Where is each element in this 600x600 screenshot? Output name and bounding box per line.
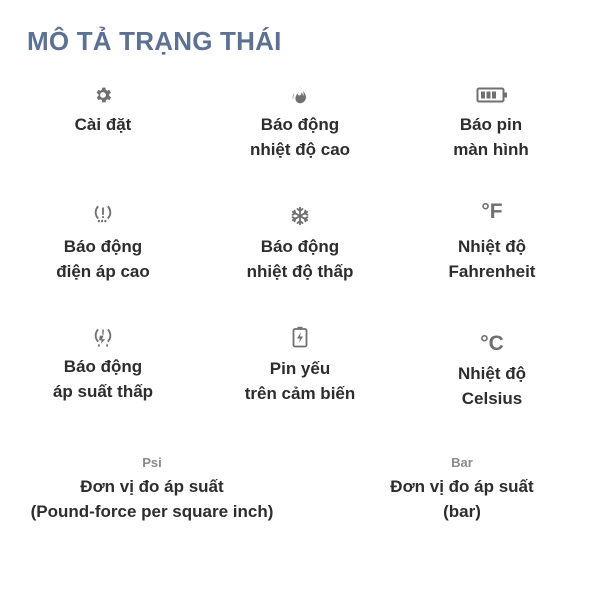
- status-item-high-temp-alarm: Báo động nhiệt độ cao: [249, 115, 351, 159]
- bar-label: Bar: [451, 455, 473, 470]
- fahrenheit-symbol: °F: [481, 200, 503, 223]
- snowflake-icon: [290, 206, 310, 226]
- status-item-low-temp-alarm: Báo động nhiệt độ thấp: [246, 237, 354, 281]
- celsius-symbol: °C: [480, 332, 504, 355]
- status-item-low-pressure-alarm: Báo động áp suất thấp: [52, 357, 154, 401]
- unit-bar: Đơn vị đo áp suất (bar): [390, 477, 534, 521]
- status-item-fahrenheit: Nhiệt độ Fahrenheit: [448, 237, 536, 281]
- status-item-high-voltage-alarm: Báo động điện áp cao: [56, 237, 150, 281]
- status-item-display-battery: Báo pin màn hình: [453, 115, 529, 159]
- tire-pressure-high-icon: [92, 202, 114, 224]
- page-title: MÔ TẢ TRẠNG THÁI: [27, 26, 282, 56]
- flame-icon: [289, 84, 311, 106]
- sensor-battery-low-icon: [292, 326, 308, 348]
- status-item-sensor-low-battery: Pin yếu trên cảm biến: [244, 359, 356, 403]
- unit-psi: Đơn vị đo áp suất (Pound-force per square inch): [30, 477, 274, 521]
- battery-icon: [476, 86, 508, 104]
- gear-icon: [93, 85, 113, 105]
- psi-label: Psi: [142, 455, 162, 470]
- status-item-settings: Cài đặt: [74, 115, 132, 134]
- tire-pressure-low-icon: [92, 326, 114, 348]
- status-item-celsius: Nhiệt độ Celsius: [458, 364, 526, 408]
